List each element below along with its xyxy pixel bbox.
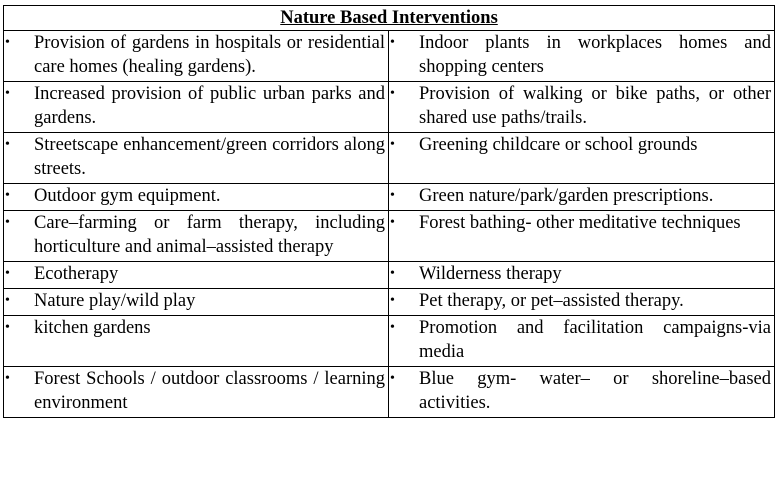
bullet-icon: • xyxy=(5,188,10,203)
bullet-icon: • xyxy=(390,86,395,101)
table-cell-left xyxy=(4,262,389,289)
list-item-text: Indoor plants in workplaces homes and shopping centers xyxy=(419,33,772,77)
table-row xyxy=(4,367,775,418)
header-row xyxy=(4,6,775,31)
table-cell-right xyxy=(389,289,775,316)
bullet-icon: • xyxy=(5,137,10,152)
bullet-icon: • xyxy=(5,86,10,101)
table-cell-left xyxy=(4,289,389,316)
table-title: Nature Based Interventions xyxy=(280,8,498,28)
table-cell-right xyxy=(389,31,775,82)
list-item-text: kitchen gardens xyxy=(34,318,151,338)
bullet-icon: • xyxy=(5,215,10,230)
table-cell-right xyxy=(389,262,775,289)
list-item-text: Green nature/park/garden prescriptions. xyxy=(419,186,714,206)
list-item-text: Promotion and facilitation campaigns-via media xyxy=(419,318,772,362)
table-row xyxy=(4,316,775,367)
bullet-icon: • xyxy=(5,266,10,281)
list-item-text: Blue gym- water– or shoreline–based activities. xyxy=(419,369,772,413)
list-item-text: Provision of gardens in hospitals or residential care homes (healing gardens). xyxy=(34,33,385,77)
list-item-text: Forest Schools / outdoor classrooms / learning environment xyxy=(34,369,385,413)
list-item-text: Provision of walking or bike paths, or other shared use paths/trails. xyxy=(419,84,772,128)
list-item-text: Pet therapy, or pet–assisted therapy. xyxy=(419,291,684,311)
bullet-icon: • xyxy=(5,35,10,50)
table-cell-left xyxy=(4,133,389,184)
table-cell-left xyxy=(4,184,389,211)
table-row xyxy=(4,289,775,316)
table-cell-right xyxy=(389,184,775,211)
list-item-text: Outdoor gym equipment. xyxy=(34,186,221,206)
bullet-icon: • xyxy=(5,371,10,386)
table-title-cell xyxy=(4,6,775,31)
bullet-icon: • xyxy=(390,371,395,386)
bullet-icon: • xyxy=(390,35,395,50)
table-row xyxy=(4,262,775,289)
table-row xyxy=(4,184,775,211)
table-row xyxy=(4,211,775,262)
bullet-icon: • xyxy=(390,137,395,152)
table-cell-left xyxy=(4,82,389,133)
list-item-text: Wilderness therapy xyxy=(419,264,562,284)
table-cell-left xyxy=(4,367,389,418)
document-page xyxy=(3,5,774,418)
bullet-icon: • xyxy=(390,215,395,230)
interventions-table xyxy=(3,5,775,418)
bullet-icon: • xyxy=(390,293,395,308)
table-cell-right xyxy=(389,367,775,418)
table-cell-right xyxy=(389,133,775,184)
list-item-text: Streetscape enhancement/green corridors along streets. xyxy=(34,135,385,179)
bullet-icon: • xyxy=(390,266,395,281)
list-item-text: Greening childcare or school grounds xyxy=(419,135,698,155)
table-cell-left xyxy=(4,31,389,82)
table-cell-right xyxy=(389,211,775,262)
table-cell-left xyxy=(4,211,389,262)
table-row xyxy=(4,31,775,82)
bullet-icon: • xyxy=(390,320,395,335)
table-row xyxy=(4,82,775,133)
bullet-icon: • xyxy=(5,320,10,335)
list-item-text: Forest bathing- other meditative techniques xyxy=(419,213,741,233)
list-item-text: Increased provision of public urban parks and gardens. xyxy=(34,84,385,128)
bullet-icon: • xyxy=(390,188,395,203)
bullet-icon: • xyxy=(5,293,10,308)
table-row xyxy=(4,133,775,184)
table-cell-left xyxy=(4,316,389,367)
list-item-text: Nature play/wild play xyxy=(34,291,196,311)
table-cell-right xyxy=(389,316,775,367)
table-cell-right xyxy=(389,82,775,133)
list-item-text: Ecotherapy xyxy=(34,264,119,284)
list-item-text: Care–farming or farm therapy, including horticulture and animal–assisted therapy xyxy=(34,213,385,257)
